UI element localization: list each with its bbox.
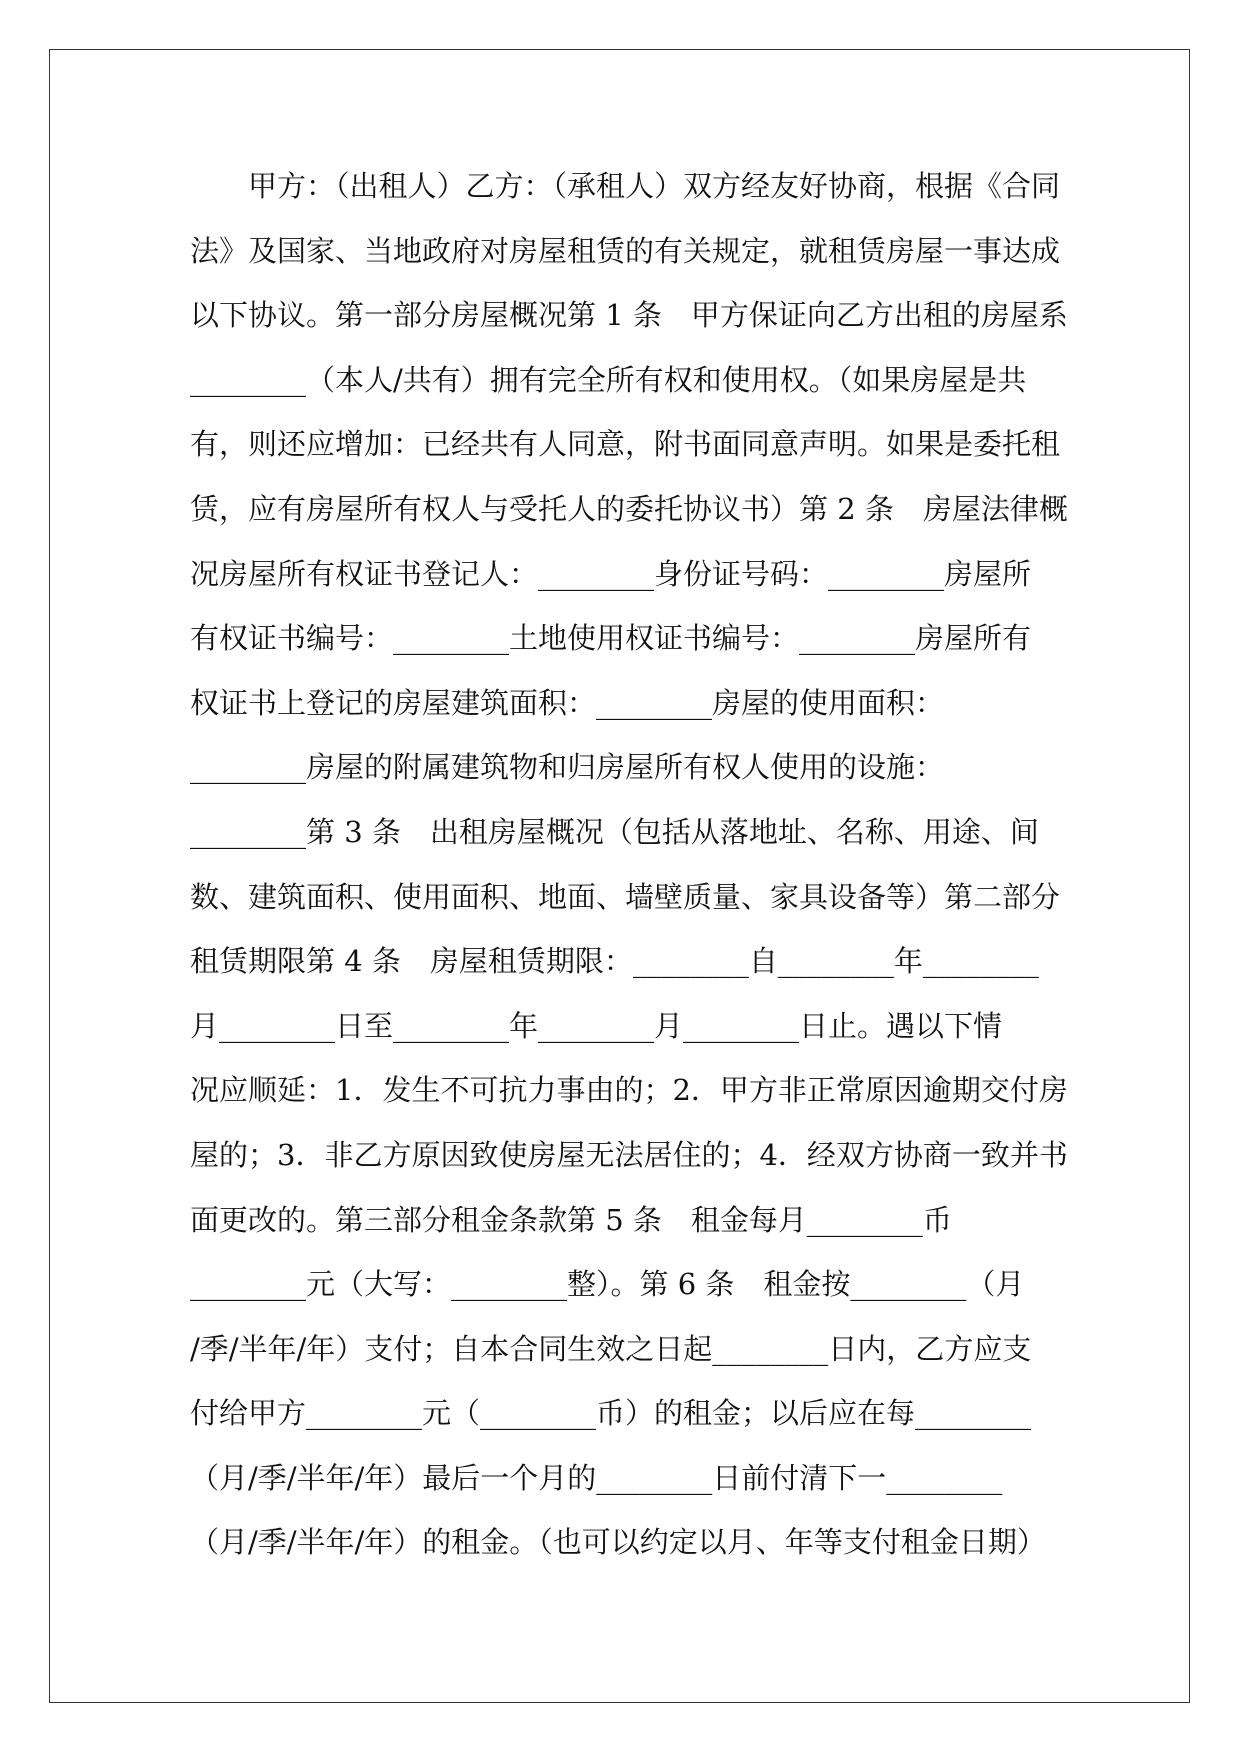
paragraph-line-17: 面更改的。第三部分租金条款第 5 条 租金每月________币: [190, 1202, 952, 1237]
paragraph-line-8: 有权证书编号：________土地使用权证书编号：________房屋所有: [190, 621, 1032, 656]
paragraph-line-14: 月________日至________年________月________日止。遇以下情: [190, 1008, 1003, 1043]
paragraph-line-11: ________第 3 条 出租房屋概况（包括从落地址、名称、用途、间: [190, 814, 1039, 849]
paragraph-line-15: 况应顺延：1．发生不可抗力事由的；2．甲方非正常原因逾期交付房: [190, 1073, 1068, 1108]
document-body: [190, 154, 1068, 1575]
paragraph-line-4: ________（本人/共有）拥有完全所有权和使用权。（如果房屋是共: [190, 362, 1027, 397]
paragraph-line-20: 付给甲方________元（________币）的租金；以后应在每________: [190, 1396, 1032, 1431]
paragraph-line-13: 租赁期限第 4 条 房屋租赁期限：________自________年________: [190, 944, 1039, 979]
paragraph-line-21: （月/季/半年/年）最后一个月的________日前付清下一________: [190, 1460, 1003, 1495]
paragraph-line-10: ________房屋的附属建筑物和归房屋所有权人使用的设施：: [190, 750, 945, 785]
paragraph-line-6: 赁，应有房屋所有权人与受托人的委托协议书）第 2 条 房屋法律概: [190, 491, 1068, 526]
paragraph-line-9: 权证书上登记的房屋建筑面积：________房屋的使用面积：: [190, 685, 945, 720]
paragraph-line-18: ________元（大写：________整）。第 6 条 租金按________（月: [190, 1267, 1025, 1302]
paragraph-line-22: （月/季/半年/年）的租金。（也可以约定以月、年等支付租金日期）: [190, 1525, 1046, 1560]
paragraph-line-1: 甲方：（出租人）乙方：（承租人）双方经友好协商，根据《合同: [248, 169, 1061, 203]
paragraph-line-19: /季/半年/年）支付；自本合同生效之日起________日内，乙方应支: [190, 1331, 1032, 1366]
paragraph-line-3: 以下协议。第一部分房屋概况第 1 条 甲方保证向乙方出租的房屋系: [190, 298, 1068, 333]
paragraph-line-7: 况房屋所有权证书登记人：________身份证号码：________房屋所: [190, 556, 1032, 591]
paragraph-line-12: 数、建筑面积、使用面积、地面、墙壁质量、家具设备等）第二部分: [190, 879, 1061, 914]
paragraph-line-16: 屋的；3．非乙方原因致使房屋无法居住的；4．经双方协商一致并书: [190, 1137, 1068, 1172]
paragraph-line-5: 有，则还应增加：已经共有人同意，附书面同意声明。如果是委托租: [190, 427, 1061, 462]
paragraph-line-2: 法》及国家、当地政府对房屋租赁的有关规定，就租赁房屋一事达成: [190, 233, 1061, 268]
